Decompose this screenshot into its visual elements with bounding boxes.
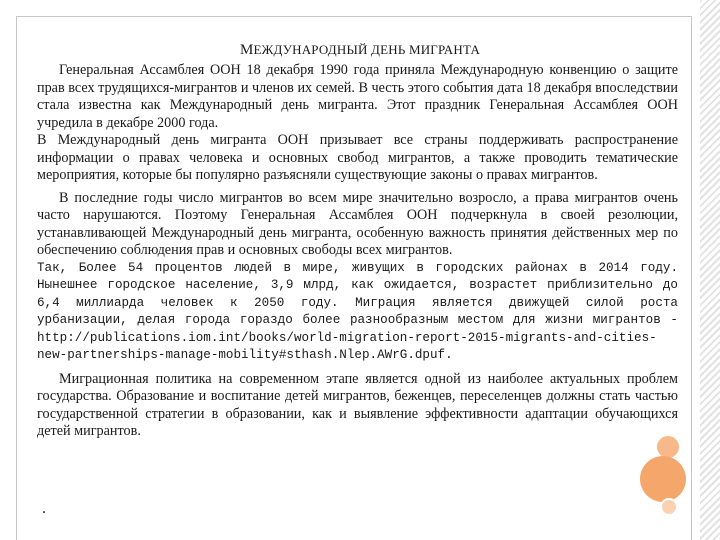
page-title [0, 42, 720, 59]
paragraph-1: Генеральная Ассамблея ООН 18 декабря 1990 года приняла Международную конвенцию о защите прав всех трудящихся-мигрантов и членов их семей. В честь этого события дата 18 декабря впоследствии стала известна как Международный день мигранта. Этот праздник Генеральная Ассамблея ООН учредила в декабре 2000 года. [37, 62, 678, 131]
paragraph-2b: Так, Более 54 процентов людей в мире, живущих в городских районах в 2014 году. Нынешнее городское население, 3,9 млрд, как ожидается, возрастет приблизительно до 6,4 миллиарда человек к 2050 году. Миграция является движущей силой роста урбанизации, делая города гораздо более разнообразным местом для жизни мигрантов - http://publications.iom.int/books/world-migration-report-2015-migrants-and-cities-new-partnerships-manage-mobility#sthash.Nlep.AWrG.dpuf. [37, 260, 678, 362]
document-body [37, 62, 678, 441]
decorative-circle-small [660, 498, 678, 516]
bullet-dot: . [42, 500, 46, 517]
paragraph-1b: В Международный день мигранта ООН призывает все страны поддерживать распространение информации о правах человека и основных свобод мигрантов, а также проводить тематические мероприятия, которые бы популярно разъясняли существующие законы о правах мигрантов. [37, 132, 678, 183]
title-rest: ЕЖДУНАРОДНЫЙ ДЕНЬ МИГРАНТА [253, 42, 481, 57]
decorative-circle-large [640, 456, 686, 502]
decorative-stripe [700, 0, 720, 540]
paragraph-2a: В последние годы число мигрантов во всем мире значительно возросло, а права мигрантов очень часто нарушаются. Поэтому Генеральная Ассамблея ООН подчеркнула в своей резолюции, устанавливающей Международный день мигранта, особенную важность принятия действенных мер по обеспечению соблюдения прав и основных свободы всех мигрантов. [37, 189, 678, 258]
title-first-letter: М [239, 42, 254, 58]
paragraph-3: Миграционная политика на современном этапе является одной из наиболее актуальных проблем государства. Образование и воспитание детей мигрантов, беженцев, переселенцев должны стать частью государственной стратегии в образовании, как и выявление эффективности адаптации обучающихся детей мигрантов. [37, 370, 678, 439]
